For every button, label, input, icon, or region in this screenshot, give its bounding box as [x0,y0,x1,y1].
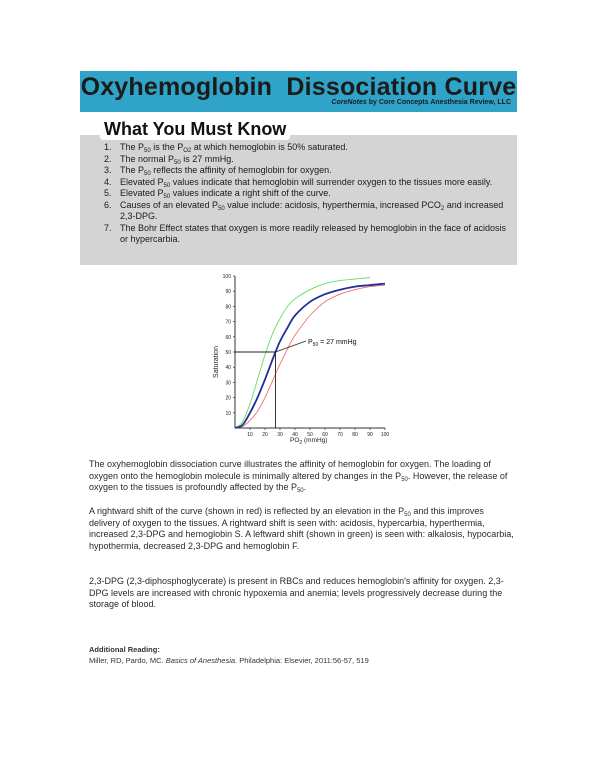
x-tick-label: 20 [262,432,268,438]
item-text: Causes of an elevated P [120,199,219,210]
item-text: Elevated P [120,188,164,198]
credit-brand: CoreNotes [331,99,367,106]
list-item [98,200,512,223]
item-text: value include: acidosis, hyperthermia, increased PCO [224,199,441,210]
list-item [98,154,512,166]
credit-rest: by Core Concepts Anesthesia Review, LLC [366,99,511,106]
x-tick-label: 60 [322,432,328,438]
item-subscript: 2 [440,205,445,212]
reading-reference: Miller, RD, Pardo, MC. Basics of Anesthesia. Philadelphia: Elsevier, 2011:56-57, 519 [89,656,369,665]
must-know-heading: What You Must Know [100,118,290,140]
y-tick-label: 70 [225,319,231,326]
item-number: 1. [104,142,112,152]
item-text: is the P [150,142,184,152]
item-subscript: 50 [163,194,171,200]
item-text: The P [120,142,145,152]
item-text: reflects the affinity of hemoglobin for oxygen. [150,165,332,175]
x-axis-label: $PO_2$ (mmHg) [290,437,328,446]
x-tick-label: 100 [380,432,390,438]
item-number: 4. [104,176,112,187]
list-item [98,165,512,177]
y-tick-label: 80 [225,304,231,311]
credit-line [331,99,511,106]
additional-reading-heading: Additional Reading: [89,645,160,654]
x-tick-label: 40 [292,432,298,438]
x-tick-label: 50 [307,432,313,438]
item-text: values indicate a right shift of the curve. [170,188,331,198]
item-number: 7. [104,222,112,233]
paragraph-dpg: 2,3-DPG (2,3-diphosphoglycerate) is present in RBCs and reduces hemoglobin's affinity for oxygen. 2,3-DPG levels are increased with chronic hypoxemia and anemia; levels progressively decrease during the storage of blood. [89,576,504,609]
item-text: at which hemoglobin is 50% saturated. [191,142,348,152]
must-know-list [98,142,512,246]
item-subscript: 50 [144,171,151,177]
y-tick-label: 40 [225,365,231,372]
normal-curve [235,284,385,428]
item-text: values indicate that hemoglobin will surrender oxygen to the tissues more easily. [170,176,493,187]
y-tick-label: 20 [225,395,231,402]
item-text: The Bohr Effect states that oxygen is more readily released by hemoglobin in the face of acidosis or hypercarbia. [120,222,507,244]
item-text: and increased 2,3-DPG. [120,199,504,221]
x-tick-label: 70 [337,432,343,438]
item-subscript: O2 [183,148,192,154]
item-subscript: 50 [144,148,151,154]
x-tick-label: 10 [247,432,253,438]
x-tick-label: 80 [352,432,358,438]
item-number: 6. [104,199,112,210]
item-number: 5. [104,188,112,198]
right-shift-curve [235,285,385,428]
item-subscript: 50 [218,205,225,212]
oxyhemoglobin-curve-chart [200,266,400,446]
item-text: The normal P [120,153,175,164]
y-tick-label: 30 [225,380,231,387]
item-text: is 27 mmHg. [180,153,234,164]
page-title: Oxyhemoglobin Dissociation Curve [80,73,517,101]
item-number: 3. [104,165,112,175]
item-text: Elevated P [120,176,164,187]
list-item [98,188,512,200]
y-tick-label: 60 [225,334,231,341]
item-number: 2. [104,153,112,164]
list-item [98,223,512,246]
item-subscript: 50 [163,182,171,189]
item-subscript: 50 [174,159,181,166]
y-tick-label: 100 [222,274,231,280]
y-tick-label: 10 [225,410,231,417]
paragraph-curve-intro: The oxyhemoglobin dissociation curve illustrates the affinity of hemoglobin for oxygen. The loading of oxygen onto the hemoglobin molecule is minimally altered by changes in the $P_{50}$. However, the release of oxygen to the tissues is profoundly affected by the $P_{50}$. [89,459,508,494]
paragraph-shift: A rightward shift of the curve (shown in red) is reflected by an elevation in the $P_{50}$ and this improves delivery of oxygen to the tissues. A rightward shift is seen with: acidosis, hypercarbia, hyperthermia, increased 2,3-DPG and hemoglobin S. A leftward shift (shown in green) is seen with: alkalosis, hypocarbia, hypothermia, decreased 2,3-DPG and hemoglobin F. [89,506,514,551]
y-tick-label: 90 [225,289,231,296]
p50-annotation: $P_{50} = 27$ mmHg [308,339,357,348]
title-banner [80,71,517,112]
y-axis-label: Saturation [213,346,220,378]
x-tick-label: 90 [367,432,373,438]
left-shift-curve [235,278,370,429]
list-item [98,177,512,189]
list-item [98,142,512,154]
item-text: The P [120,165,145,175]
x-tick-label: 30 [277,432,283,438]
y-tick-label: 50 [225,350,231,356]
